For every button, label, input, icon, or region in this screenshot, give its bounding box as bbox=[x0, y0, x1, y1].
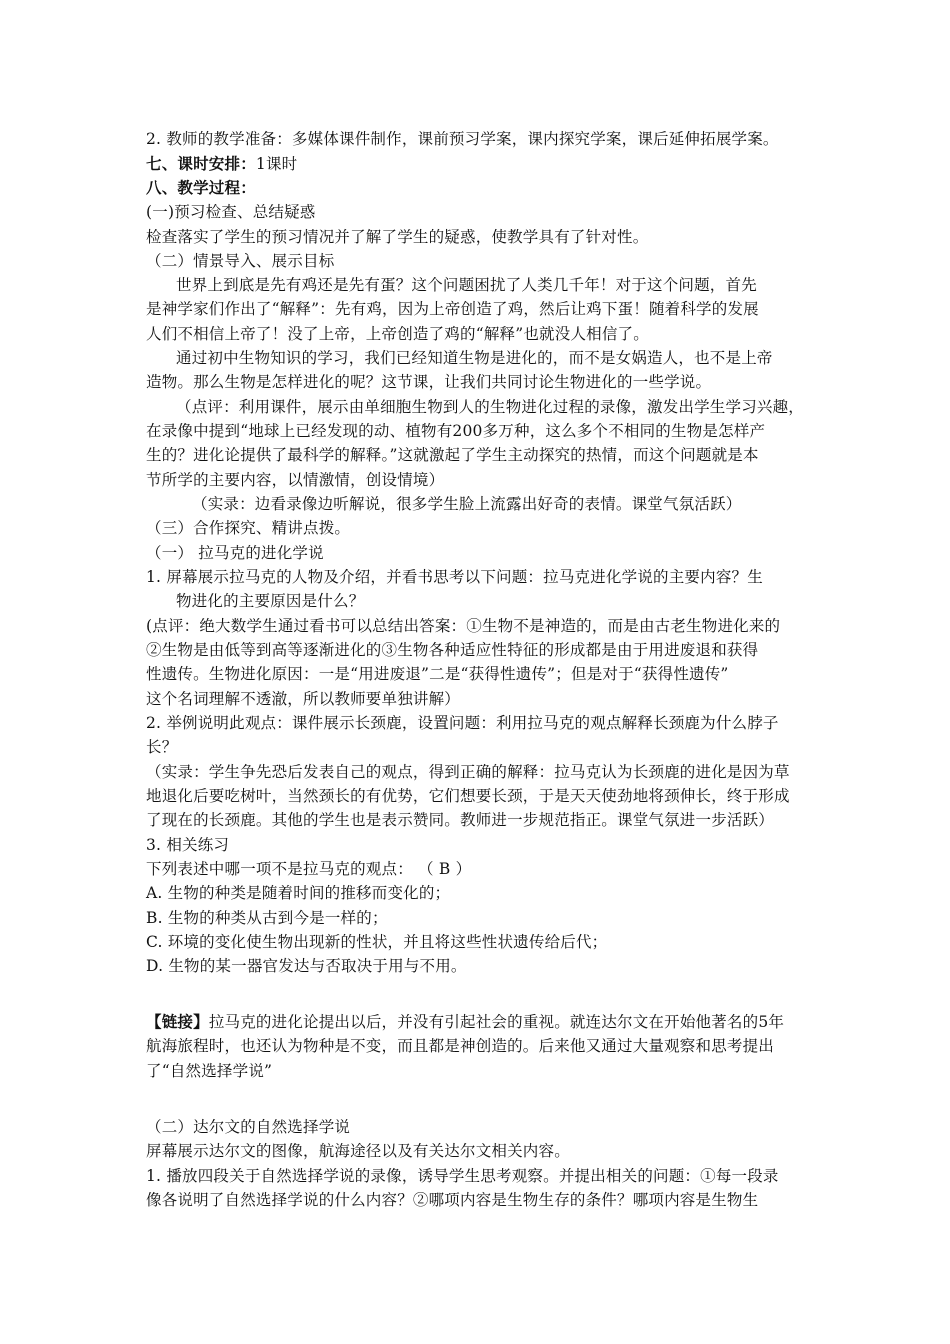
text-line: 了“自然选择学说” bbox=[146, 1062, 273, 1080]
text-line: 2. 教师的教学准备：多媒体课件制作，课前预习学案，课内探究学案，课后延伸拓展学案。 bbox=[146, 130, 779, 148]
text-line: 世界上到底是先有鸡还是先有蛋？这个问题困扰了人类几千年！对于这个问题，首先 bbox=[176, 276, 757, 294]
text-line: （实录：学生争先恐后发表自己的观点，得到正确的解释：拉马克认为长颈鹿的进化是因为草 bbox=[146, 763, 790, 781]
link-paragraph bbox=[146, 1010, 784, 1034]
section-heading bbox=[146, 176, 256, 200]
link-label: 【链接】 bbox=[146, 1012, 209, 1031]
text-line: 1. 播放四段关于自然选择学说的录像，诱导学生思考观察。并提出相关的问题：①每一段录 bbox=[146, 1167, 779, 1185]
text-line: ②生物是由低等到高等逐渐进化的③生物各种适应性特征的形成都是由于用进废退和获得 bbox=[146, 641, 759, 659]
text-line: B. 生物的种类从古到今是一样的； bbox=[146, 909, 388, 927]
text-line: 生的？进化论提供了最科学的解释。”这就激起了学生主动探究的热情，而这个问题就是本 bbox=[146, 446, 759, 464]
text-line: C. 环境的变化使生物出现新的性状，并且将这些性状遗传给后代； bbox=[146, 933, 608, 951]
text-line: 人们不相信上帝了！没了上帝，上帝创造了鸡的“解释”也就没人相信了。 bbox=[146, 325, 649, 343]
text-line: 物进化的主要原因是什么？ bbox=[176, 592, 365, 610]
heading-value: 1课时 bbox=[255, 155, 298, 173]
heading-bold: 八、教学过程： bbox=[146, 178, 256, 197]
text-line: 了现在的长颈鹿。其他的学生也是表示赞同。教师进一步规范指正。课堂气氛进一步活跃） bbox=[146, 811, 775, 829]
link-text: 拉马克的进化论提出以后，并没有引起社会的重视。就连达尔文在开始他著名的5年 bbox=[208, 1013, 785, 1031]
text-line: 长？ bbox=[146, 738, 178, 756]
text-line: 节所学的主要内容，以情激情，创设情境） bbox=[146, 471, 445, 489]
text-line: 通过初中生物知识的学习，我们已经知道生物是进化的，而不是女娲造人，也不是上帝 bbox=[176, 349, 773, 367]
text-line: （二）达尔文的自然选择学说 bbox=[146, 1118, 351, 1136]
section-heading bbox=[146, 152, 297, 176]
text-line: 地退化后要吃树叶，当然颈长的有优势，它们想要长颈，于是天天使劲地将颈伸长，终于形成 bbox=[146, 787, 790, 805]
text-line: 是神学家们作出了“解释”：先有鸡，因为上帝创造了鸡，然后让鸡下蛋！随着科学的发展 bbox=[146, 300, 759, 318]
text-line: 在录像中提到“地球上已经发现的动、植物有200多万种，这么多个不相同的生物是怎样产 bbox=[146, 422, 766, 440]
text-line: 航海旅程时，也还认为物种是不变，而且都是神创造的。后来他又通过大量观察和思考提出 bbox=[146, 1037, 775, 1055]
text-line: 造物。那么生物是怎样进化的呢？这节课，让我们共同讨论生物进化的一些学说。 bbox=[146, 373, 712, 391]
text-line: (点评：绝大数学生通过看书可以总结出答案：①生物不是神造的，而是由古老生物进化来的 bbox=[146, 617, 781, 635]
heading-bold: 七、课时安排： bbox=[146, 154, 256, 173]
text-line: A. 生物的种类是随着时间的推移而变化的； bbox=[146, 884, 451, 902]
text-line: （三）合作探究、精讲点拨。 bbox=[146, 519, 351, 537]
text-line: (一)预习检查、总结疑惑 bbox=[146, 203, 316, 221]
text-line: 检查落实了学生的预习情况并了解了学生的疑惑，使教学具有了针对性。 bbox=[146, 228, 649, 246]
text-line: 屏幕展示达尔文的图像，航海途径以及有关达尔文相关内容。 bbox=[146, 1142, 570, 1160]
text-line: 1. 屏幕展示拉马克的人物及介绍，并看书思考以下问题：拉马克进化学说的主要内容？生 bbox=[146, 568, 763, 586]
text-line: 像各说明了自然选择学说的什么内容？②哪项内容是生物生存的条件？哪项内容是生物生 bbox=[146, 1191, 759, 1209]
text-line: （一） 拉马克的进化学说 bbox=[146, 544, 324, 562]
text-line: D. 生物的某一器官发达与否取决于用与不用。 bbox=[146, 957, 467, 975]
text-line: 这个名词理解不透澈，所以教师要单独讲解） bbox=[146, 690, 461, 708]
text-line: 下列表述中哪一项不是拉马克的观点： （ B ） bbox=[146, 860, 472, 878]
text-line: 性遗传。生物进化原因：一是“用进废退”二是“获得性遗传”；但是对于“获得性遗传” bbox=[146, 665, 729, 683]
text-line: （实录：边看录像边听解说，很多学生脸上流露出好奇的表情。课堂气氛活跃） bbox=[192, 495, 742, 513]
text-line: 3. 相关练习 bbox=[146, 836, 230, 854]
text-line: 2. 举例说明此观点：课件展示长颈鹿，设置问题：利用拉马克的观点解释长颈鹿为什么脖子 bbox=[146, 714, 779, 732]
text-line: （点评：利用课件，展示由单细胞生物到人的生物进化过程的录像，激发出学生学习兴趣， bbox=[176, 398, 805, 416]
text-line: （二）情景导入、展示目标 bbox=[146, 252, 335, 270]
